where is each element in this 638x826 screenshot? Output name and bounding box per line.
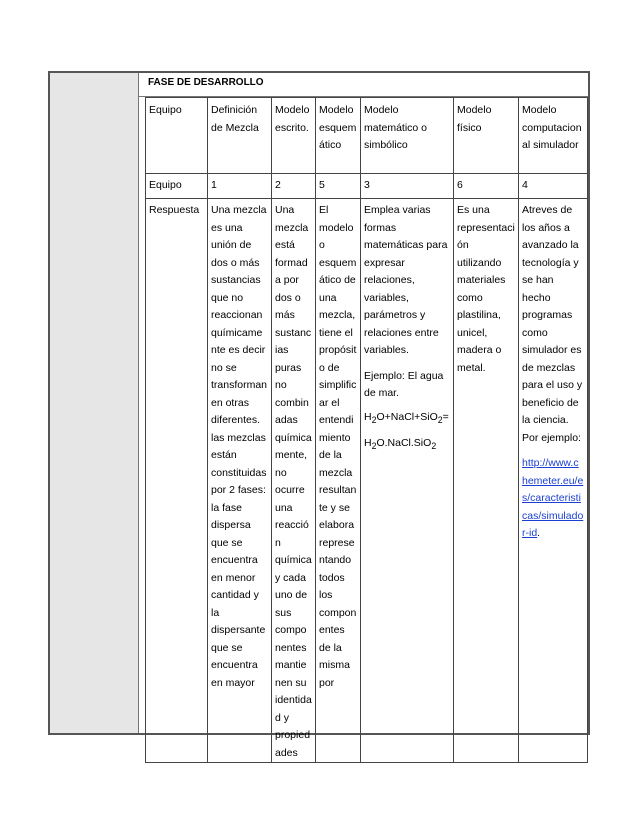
header-cell: Modelo computacional simulador [519,98,588,174]
formula-1: $H_2O+NaCl+SiO_2=$ [364,410,449,425]
header-cell: Definición de Mezcla [208,98,272,174]
table-header-row [146,98,588,174]
simulator-link[interactable]: http://www.chemeter.eu/es/caracteristicas/simulador-id [522,457,584,539]
header-cell: Modelo esquemático [316,98,361,174]
header-cell: Modelo matemático o simbólico [361,98,454,174]
header-cell: Modelo escrito. [272,98,316,174]
answer-definition: Una mezcla es una unión de dos o más sustancias que no reaccionan químicamente es decir no se transforman en otras diferentes. las mezclas están constituidas por 2 fases: la fase dispersa que se encuentra en menor cantidad y la dispersante que se encuentra en mayor [208,199,272,763]
link-line [522,455,584,543]
development-table [145,97,588,763]
left-margin-column [50,73,139,733]
answer-label: Respuesta [146,199,208,763]
team-cell: 3 [361,174,454,199]
link-suffix: . [537,527,541,539]
math-model-example: Ejemplo: El agua de mar. [364,369,444,399]
team-cell: 1 [208,174,272,199]
team-cell: Equipo [146,174,208,199]
team-cell: 5 [316,174,361,199]
answer-row [146,199,588,763]
document-table-frame [48,71,590,759]
header-cell: Equipo [146,98,208,174]
team-cell: 4 [519,174,588,199]
team-cell: 6 [454,174,519,199]
formula-2: $H_2O.NaCl.SiO_2$ [364,437,437,452]
team-number-row [146,174,588,199]
answer-physical-model: Es una representación utilizando materiales como plastilina, unicel, madera o metal. [454,199,519,763]
answer-schematic-model: El modelo o esquemático de una mezcla, tiene el propósito de simplificar el entendimiento de la mezcla resultante y se elabora representando todos los componentes de la misma por [316,199,361,763]
answer-written-model: Una mezcla está formada por dos o más sustancias puras no combinadas químicamente, no ocurre una reacción química y cada uno de sus componentes mantienen su identidad y propiedades [272,199,316,763]
math-model-description: Emplea varias formas matemáticas para expresar relaciones, variables, parámetros y relaciones entre variables. [364,204,448,356]
header-cell: Modelo físico [454,98,519,174]
answer-computational-model [519,199,588,763]
answer-math-model [361,199,454,763]
computational-model-text: Atreves de los años a avanzado la tecnología y se han hecho programas como simulador es de mezclas para el uso y beneficio de la ciencia. Por ejemplo: [522,204,583,444]
section-header: FASE DE DESARROLLO [138,73,588,97]
team-cell: 2 [272,174,316,199]
